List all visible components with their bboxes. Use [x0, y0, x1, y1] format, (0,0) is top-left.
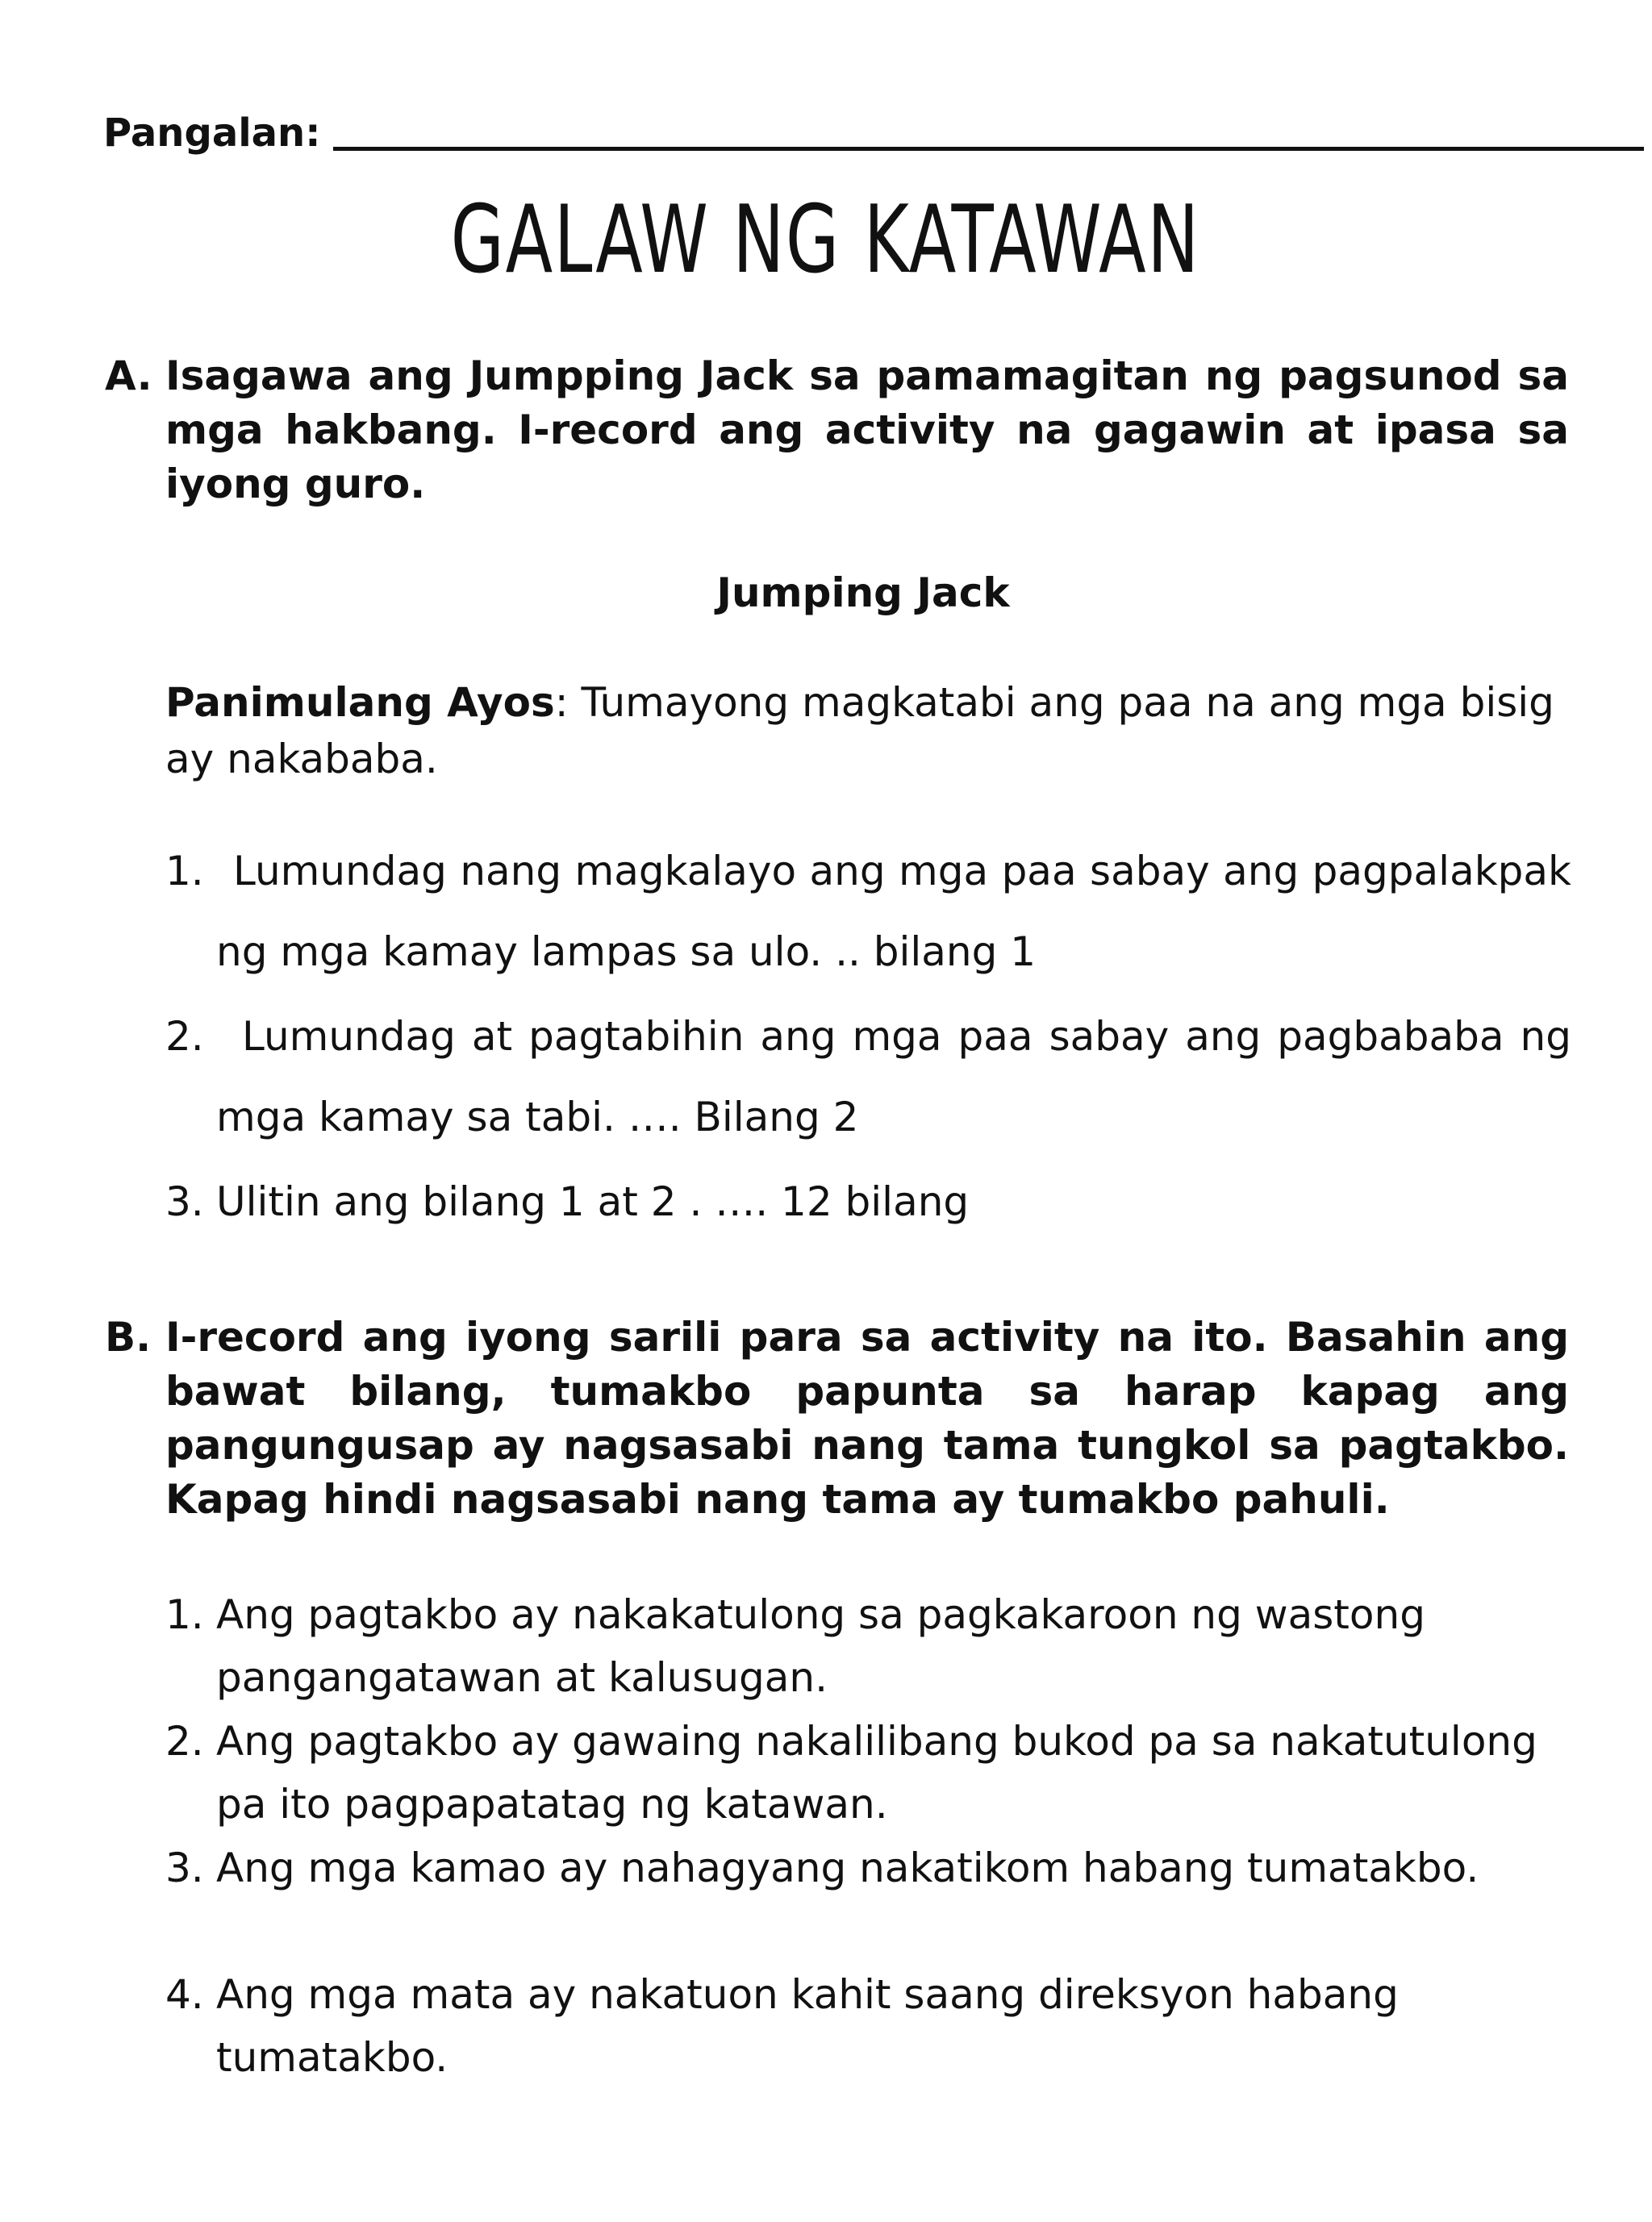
name-row [103, 105, 1539, 161]
item-text: Ang pagtakbo ay gawaing nakalilibang bukod pa sa nakatutulong pa ito pagpapatatag ng katawan. [216, 1718, 1537, 1828]
step-text: Lumundag at pagtabihin ang mga paa sabay ang pagbababa ng mga kamay sa tabi. …. Bilang 2 [216, 1013, 1571, 1140]
item-text: Ang mga mata ay nakatuon kahit saang direksyon habang tumatakbo. [216, 1971, 1399, 2081]
starting-position-label: Panimulang Ayos [165, 679, 555, 726]
section-b-letter: B. [105, 1314, 152, 1361]
item-number: 2. [165, 1718, 204, 1765]
step-text: Ulitin ang bilang 1 at 2 . …. 12 bilang [216, 1178, 970, 1225]
section-a-letter: A. [105, 352, 152, 399]
section-b-instruction: I-record ang iyong sarili para sa activity na ito. Basahin ang bawat bilang, tumakbo papunta sa harap kapag ang pangungusap ay nagsasabi nang tama tungkol sa pagtakbo. Kapag hindi nagsasabi nang tama ay tumakbo pahuli. [165, 1314, 1569, 1523]
step-number: 3. [165, 1178, 204, 1225]
starting-position [165, 674, 1577, 787]
step-text: Lumundag nang magkalayo ang mga paa sabay ang pagpalakpak ng mga kamay lampas sa ulo. .. bilang 1 [216, 848, 1571, 975]
step-number: 1. [165, 848, 204, 894]
item-number: 4. [165, 1971, 204, 2018]
item-number: 3. [165, 1845, 204, 1891]
item-text: Ang mga kamao ay nahagyang nakatikom habang tumatakbo. [216, 1845, 1479, 1891]
name-label: Pangalan: [103, 110, 321, 156]
section-a-subtitle: Jumping Jack [716, 569, 1010, 616]
section-a-instruction: Isagawa ang Jumpping Jack sa pamamagitan ng pagsunod sa mga hakbang. I-record ang activity na gagawin at ipasa sa iyong guro. [165, 352, 1569, 507]
step-number: 2. [165, 1013, 204, 1060]
item-text: Ang pagtakbo ay nakakatulong sa pagkakaroon ng wastong pangangatawan at kalusugan. [216, 1591, 1425, 1701]
page-title: GALAW NG KATAWAN [450, 186, 1200, 294]
name-blank-line[interactable] [333, 147, 1644, 151]
starting-position-text: : Tumayong magkatabi ang paa na ang mga bisig ay nakababa. [165, 679, 1554, 782]
item-number: 1. [165, 1591, 204, 1638]
